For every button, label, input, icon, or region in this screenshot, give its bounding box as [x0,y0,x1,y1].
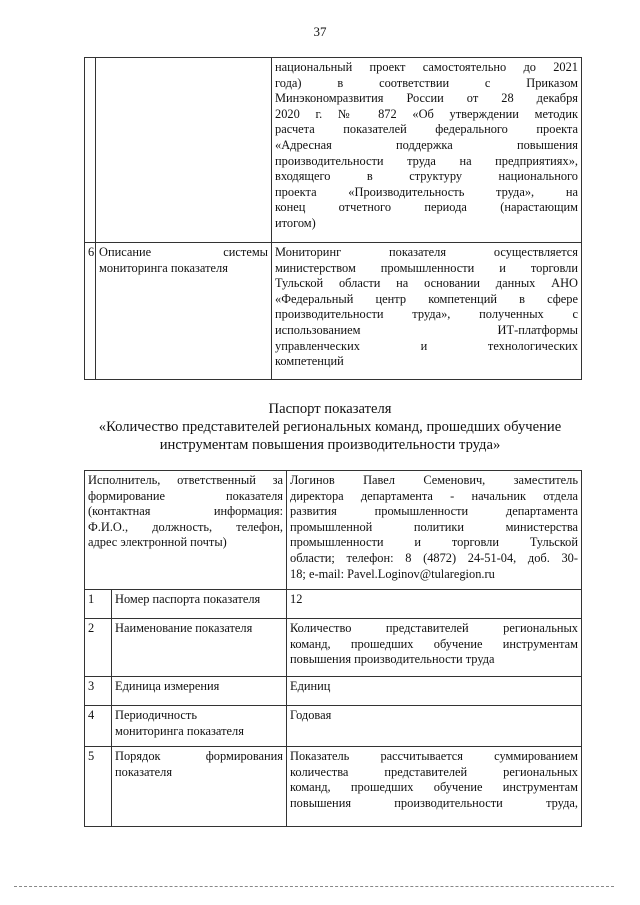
text-line: промышленной политики министерства [290,519,579,534]
text-line: адрес электронной почты) [88,535,227,550]
text-line: расчета показателей федерального проекта [275,122,578,137]
text-line: использованием ИТ-платформы [275,322,578,337]
label-cell [112,677,287,706]
passport-title-line: «Количество представителей региональных команд, прошедших обучение [98,419,562,435]
text-line: Мониторинг показателя осуществляется [275,245,578,259]
text-line: повышения производительности труда [290,652,495,667]
text-line: показателя [115,764,173,779]
text-line: 12 [290,592,303,606]
text-line: команд, прошедших обучение инструментам [290,636,579,651]
scan-border-line [14,886,614,887]
text-line: «Адресная поддержка повышения [275,137,578,152]
label-cell [96,58,272,243]
text-line: Логинов Павел Семенович, заместитель [290,473,579,487]
label-cell [96,243,272,380]
indicator-table-continued [84,57,582,380]
text-line: Минэкономразвития России от 28 декабря [275,91,578,106]
text-line: министерством промышленности и торговли [275,260,578,275]
text-line: «Федеральный центр компетенций в сфере [275,291,578,306]
text-line: Номер паспорта показателя [115,592,261,606]
text-line: Годовая [290,708,332,722]
table-row [85,677,582,706]
text-line: повышения производительности труда, [290,795,579,810]
passport-title-line: инструментам повышения производительности труда» [159,437,501,453]
row-number: 3 [85,677,112,706]
value-cell [272,243,582,380]
text-line: Ф.И.О., должность, телефон, [88,519,284,534]
text-line: Единиц [290,679,331,693]
text-line: Наименование показателя [115,621,253,635]
row-number: 4 [85,706,112,747]
table-row [85,243,582,380]
text-line: Тульской области на основании данных АНО [275,276,578,291]
row-number: 1 [85,590,112,619]
text-line: производительности труда», полученных с [275,307,578,322]
row-number: 6 [85,243,96,380]
text-line: команд, прошедших обучение инструментам [290,780,579,795]
text-line: проекта «Производительность труда», на [275,184,578,199]
label-cell [112,747,287,827]
text-line: входящего в структуру национального [275,169,578,184]
text-line: Количество представителей региональных [290,621,579,635]
value-cell [287,590,582,619]
text-line: Единица измерения [115,679,220,693]
text-line: производительности труда на предприятиях», [275,153,578,168]
passport-header-row [85,471,582,590]
executor-label-cell [85,471,287,590]
text-line: года) в соответствии с Приказом [275,75,578,90]
text-line: промышленности и торговли Тульской [290,535,579,550]
text-line: национальный проект самостоятельно до 2021 [275,60,578,74]
text-line: конец отчетного периода (нарастающим [275,200,578,215]
label-cell [112,619,287,677]
passport-title-block [60,400,600,454]
num-cell [85,58,96,243]
table-row-continued [85,58,582,243]
page-number: 37 [313,24,327,39]
value-cell [287,747,582,827]
text-line: мониторинга показателя [115,723,244,738]
row-number: 2 [85,619,112,677]
text-line: Исполнитель, ответственный за [88,473,284,487]
text-line: (контактная информация: [88,504,284,519]
text-line: 2020 г. № 872 «Об утверждении методик [275,106,578,121]
text-line: мониторинга показателя [99,260,228,275]
executor-value-cell [287,471,582,590]
text-line: компетенций [275,354,344,369]
text-line: Периодичность [115,708,197,722]
text-line: Показатель рассчитывается суммированием [290,749,579,763]
text-line: директора департамента - начальник отдела [290,488,579,503]
row-number: 5 [85,747,112,827]
value-cell [287,619,582,677]
label-cell [112,706,287,747]
table-row [85,590,582,619]
value-cell [287,706,582,747]
text-line: итогом) [275,215,316,230]
table-row [85,747,582,827]
passport-table [84,470,582,827]
text-line: управленческих и технологических [275,338,578,353]
text-line: количества представителей региональных [290,764,579,779]
text-line: Описание системы [99,245,268,259]
text-line: развития промышленности департамента [290,504,579,519]
table-row [85,619,582,677]
text-line: Порядок формирования [115,749,284,763]
value-cell [287,677,582,706]
table-row [85,706,582,747]
value-cell [272,58,582,243]
text-line: формирование показателя [88,488,284,503]
text-line: области; телефон: 8 (4872) 24-51-04, доб. 30- [290,550,579,565]
text-line: 18; e-mail: Pavel.Loginov@tularegion.ru [290,566,495,581]
label-cell [112,590,287,619]
passport-heading: Паспорт показателя [268,401,392,417]
